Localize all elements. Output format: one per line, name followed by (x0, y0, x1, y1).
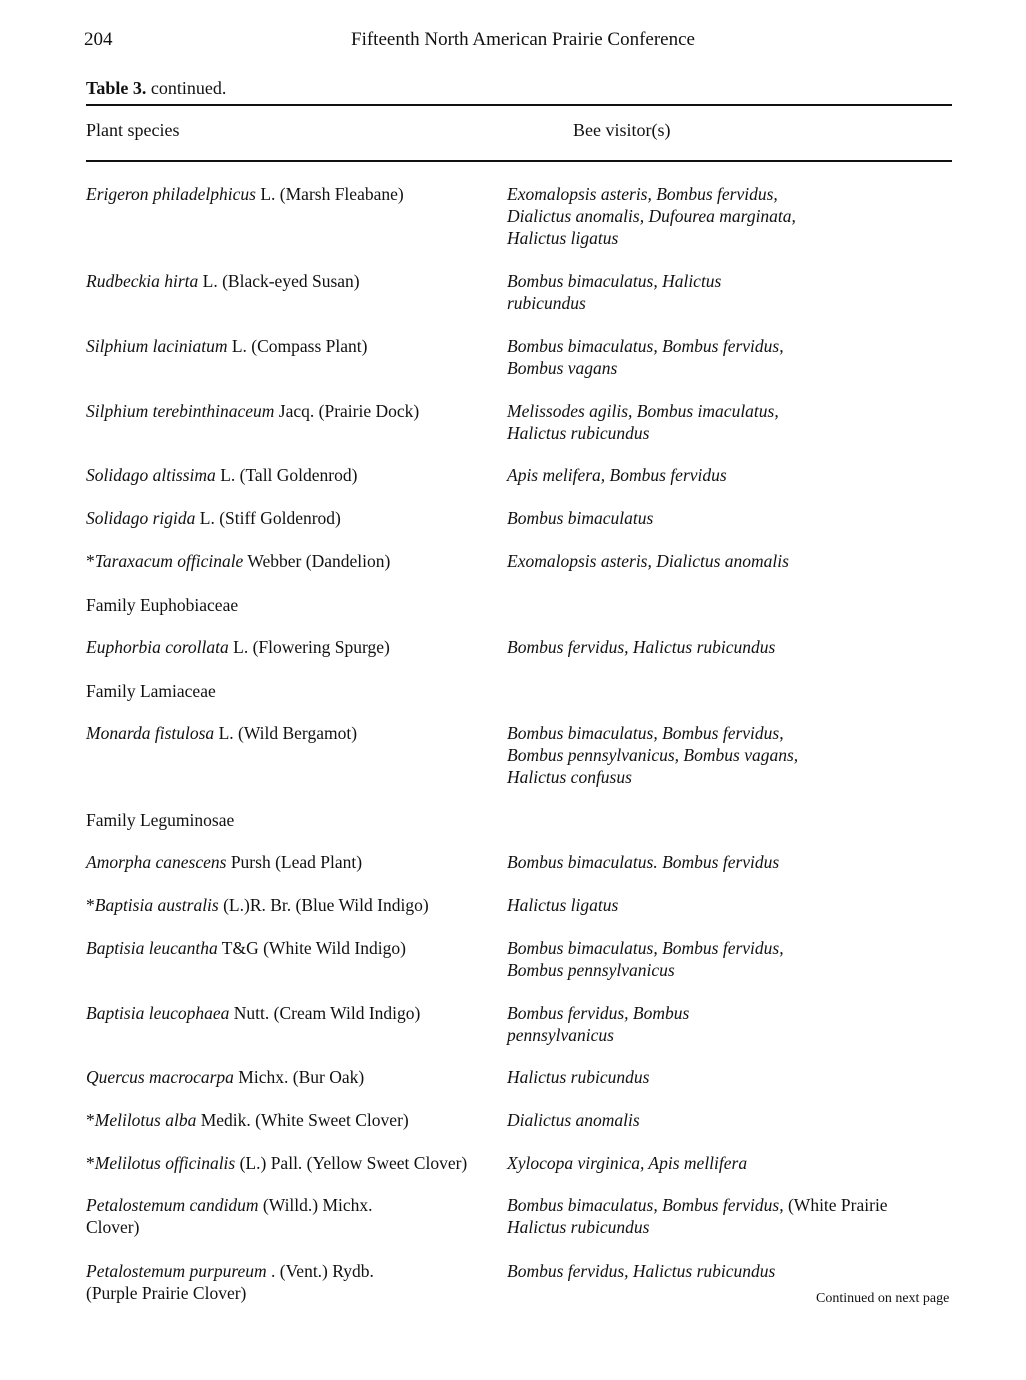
species-name: Solidago altissima (86, 465, 216, 485)
bee-visitors-cell: Xylocopa virginica, Apis mellifera (507, 1153, 748, 1173)
plant-species-cell: Silphium terebinthinaceum Jacq. (Prairie Dock) (86, 401, 420, 421)
table-caption (86, 78, 226, 99)
plant-species-cell: Erigeron philadelphicus L. (Marsh Fleabane) (86, 184, 404, 204)
species-name: Silphium laciniatum (86, 336, 228, 356)
bee-visitors-cell: Bombus fervidus, Halictus rubicundus (507, 637, 776, 657)
plant-species-cell: Euphorbia corollata L. (Flowering Spurge) (86, 637, 390, 657)
family-heading: Family Leguminosae (86, 810, 235, 830)
bee-visitors-cell: Bombus bimaculatus, Bombus fervidus, Bombus pennsylvanicus (507, 938, 784, 980)
plant-species-cell: *Taraxacum officinale Webber (Dandelion) (86, 551, 391, 571)
plant-species-cell: Solidago rigida L. (Stiff Goldenrod) (86, 508, 341, 528)
table-caption-suffix: continued. (146, 78, 227, 98)
bee-visitors-cell: Bombus bimaculatus, Bombus fervidus, Bombus pennsylvanicus, Bombus vagans, Halictus confusus (507, 723, 799, 787)
plant-species-cell: Amorpha canescens Pursh (Lead Plant) (86, 852, 363, 872)
species-name: Baptisia leucophaea (86, 1003, 230, 1023)
bee-visitors-cell: Bombus bimaculatus, Halictus rubicundus (507, 271, 722, 313)
bee-visitors-cell: Bombus fervidus, Bombus pennsylvanicus (507, 1003, 690, 1045)
species-name: Euphorbia corollata (86, 637, 229, 657)
continued-note: Continued on next page (816, 1291, 950, 1306)
column-header-bee-visitors: Bee visitor(s) (573, 120, 671, 140)
bee-visitors-cell: Bombus bimaculatus, Bombus fervidus, Bombus vagans (507, 336, 784, 378)
plant-species-cell: Petalostemum candidum (Willd.) Michx. Clover) (86, 1195, 373, 1237)
plant-species-cell: Rudbeckia hirta L. (Black-eyed Susan) (86, 271, 360, 291)
family-heading: Family Euphobiaceae (86, 595, 239, 615)
species-name: Quercus macrocarpa (86, 1067, 234, 1087)
plant-species-cell: *Melilotus officinalis (L.) Pall. (Yellow Sweet Clover) (86, 1153, 468, 1173)
plant-species-cell: Petalostemum purpureum . (Vent.) Rydb. (Purple Prairie Clover) (86, 1261, 374, 1303)
bee-visitors-cell: Exomalopsis asteris, Bombus fervidus, Dialictus anomalis, Dufourea marginata, Halictus ligatus (507, 184, 796, 248)
column-header-plant-species: Plant species (86, 120, 180, 140)
plant-species-cell: Baptisia leucantha T&G (White Wild Indigo) (86, 938, 406, 958)
bee-visitors-cell: Melissodes agilis, Bombus imaculatus, Halictus rubicundus (507, 401, 779, 443)
species-name: Erigeron philadelphicus (86, 184, 256, 204)
bee-visitors-cell: Bombus fervidus, Halictus rubicundus (507, 1261, 776, 1281)
table-label: Table 3. (86, 78, 147, 98)
species-name: Petalostemum purpureum (86, 1261, 267, 1281)
page-number: 204 (84, 29, 113, 50)
bee-visitors-cell: Dialictus anomalis (507, 1110, 640, 1130)
plant-species-cell: Solidago altissima L. (Tall Goldenrod) (86, 465, 358, 485)
species-name: Silphium terebinthinaceum (86, 401, 275, 421)
species-name: Rudbeckia hirta (86, 271, 199, 291)
species-name: Petalostemum candidum (86, 1195, 259, 1215)
bee-visitors-cell: Halictus ligatus (507, 895, 619, 915)
bee-visitors-cell: Halictus rubicundus (507, 1067, 650, 1087)
plant-species-cell: Silphium laciniatum L. (Compass Plant) (86, 336, 368, 356)
table-header-rule (86, 160, 952, 162)
plant-species-cell: Monarda fistulosa L. (Wild Bergamot) (86, 723, 358, 743)
species-name: Monarda fistulosa (86, 723, 215, 743)
species-name: Baptisia leucantha (86, 938, 218, 958)
bee-visitors-cell: Bombus bimaculatus, Bombus fervidus, (White Prairie Halictus rubicundus (507, 1195, 888, 1237)
species-name: Melilotus officinalis (94, 1153, 236, 1173)
species-name: Amorpha canescens (86, 852, 227, 872)
plant-species-cell: Quercus macrocarpa Michx. (Bur Oak) (86, 1067, 365, 1087)
species-name: Melilotus alba (94, 1110, 197, 1130)
bee-visitors-cell: Exomalopsis asteris, Dialictus anomalis (507, 551, 789, 571)
plant-species-cell: *Melilotus alba Medik. (White Sweet Clover) (86, 1110, 409, 1130)
bee-visitors-cell: Apis melifera, Bombus fervidus (507, 465, 727, 485)
table-top-rule (86, 104, 952, 106)
running-head: Fifteenth North American Prairie Conference (351, 29, 695, 50)
species-name: Baptisia australis (94, 895, 219, 915)
family-heading: Family Lamiaceae (86, 681, 216, 701)
species-name: Solidago rigida (86, 508, 196, 528)
species-name: Taraxacum officinale (94, 551, 244, 571)
bee-visitors-cell: Bombus bimaculatus (507, 508, 654, 528)
plant-species-cell: *Baptisia australis (L.)R. Br. (Blue Wild Indigo) (86, 895, 429, 915)
plant-species-cell: Baptisia leucophaea Nutt. (Cream Wild Indigo) (86, 1003, 421, 1023)
bee-visitors-cell: Bombus bimaculatus. Bombus fervidus (507, 852, 780, 872)
